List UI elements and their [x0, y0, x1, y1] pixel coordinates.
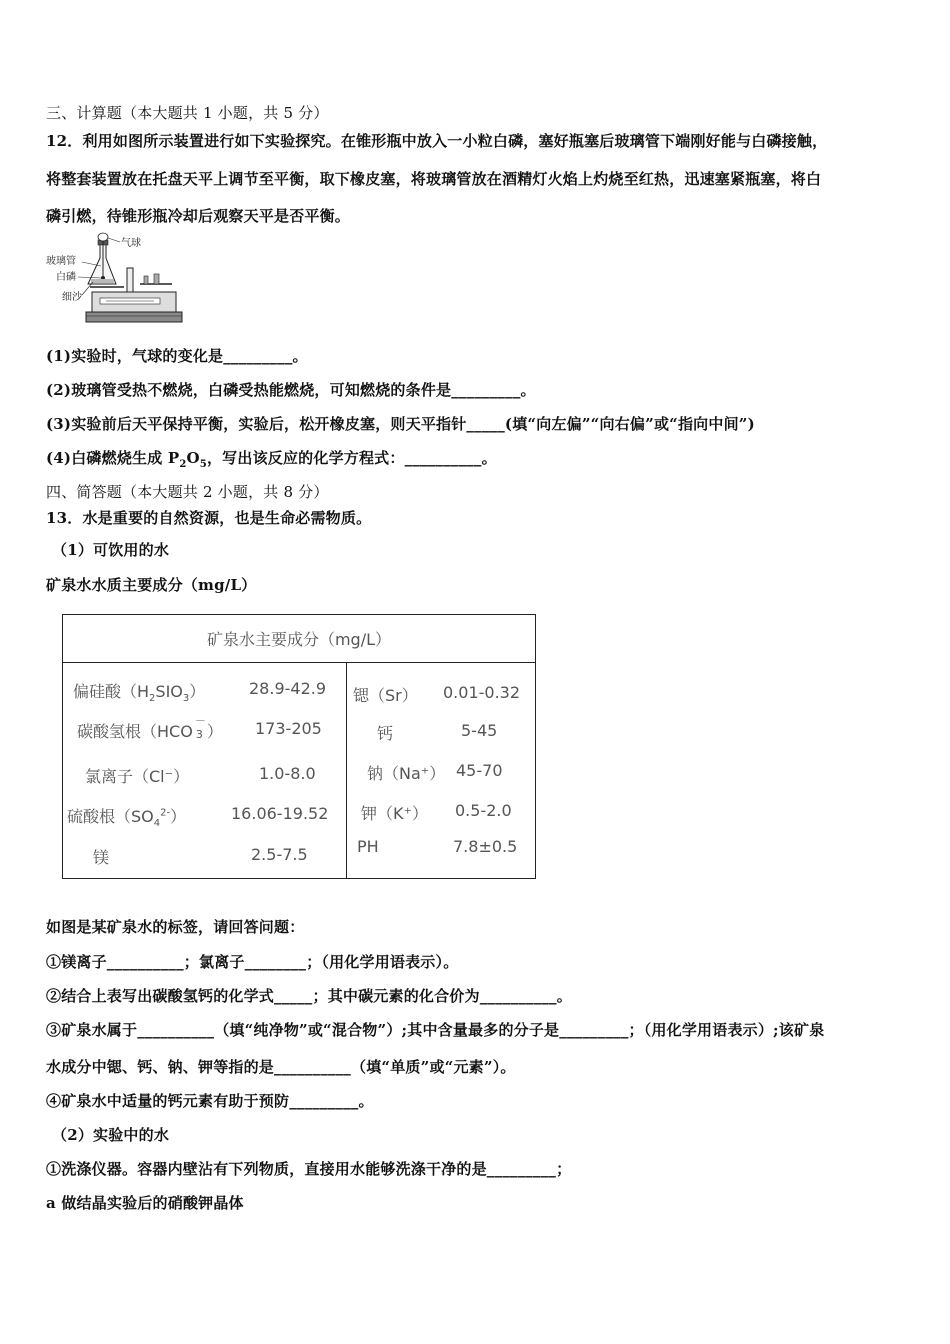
- q13-wash: ①洗涤仪器。容器内壁沾有下列物质，直接用水能够洗涤干净的是_________；: [46, 1160, 572, 1178]
- table-cell-name: 氯离子（Cl⁻）: [85, 767, 190, 786]
- q12-line1: 12．利用如图所示装置进行如下实验探究。在锥形瓶中放入一小粒白磷，塞好瓶塞后玻璃管下端刚好能与白磷接触，: [46, 132, 828, 150]
- table-cell-name: 碳酸氢根（HCO － 3 ）: [77, 714, 223, 741]
- q12-sub4: (4)白磷燃烧生成 $P_2O_5$，写出该反应的化学方程式：__________。: [46, 449, 497, 470]
- balance-base: [86, 312, 182, 322]
- table-cell-name: 钠（Na⁺）: [367, 764, 446, 783]
- table-cell-value: 28.9-42.9: [249, 679, 327, 698]
- table-cell-name: PH: [357, 837, 379, 856]
- label-white-phosphorus: 白磷: [56, 272, 76, 283]
- label-glass-tube: 玻璃管: [46, 256, 76, 267]
- table-cell-name: 硫酸根$(SO_4^{2-})$: [67, 807, 187, 830]
- label-fine-sand: 细沙: [62, 292, 82, 303]
- table-cell-name: 钙: [377, 724, 394, 743]
- q12-line3: 磷引燃，待锥形瓶冷却后观察天平是否平衡。: [46, 207, 351, 225]
- table-caption: 矿泉水主要成分（mg/L）: [206, 630, 392, 649]
- table-cell-value: 1.0-8.0: [259, 764, 316, 783]
- table-cell-value: 2.5-7.5: [251, 845, 308, 864]
- table-cell-value: 0.01-0.32: [443, 683, 521, 702]
- table-cell-name: 钾（K⁺）: [361, 804, 428, 823]
- balance-apparatus-figure: [44, 232, 184, 327]
- label-balloon: 气球: [121, 238, 141, 249]
- section3-heading: 三、计算题（本大题共 1 小题，共 5 分）: [46, 104, 329, 122]
- q13-stem: 13．水是重要的自然资源，也是生命必需物质。: [46, 509, 372, 527]
- table-cell-value: 7.8±0.5: [453, 837, 518, 856]
- q13-option-a: a 做结晶实验后的硝酸钾晶体: [46, 1194, 244, 1212]
- table-cell-value: 45-70: [456, 761, 503, 780]
- q13-item4: ④矿泉水中适量的钙元素有助于预防_________。: [46, 1092, 374, 1110]
- q13-item3b: 水成分中锶、钙、钠、钾等指的是__________（填“单质”或“元素”）。: [46, 1058, 516, 1076]
- q13-item3a: ③矿泉水属于__________（填“纯净物”或“混合物”）;其中含量最多的分子是_________；（用化学用语表示）;该矿泉: [46, 1021, 825, 1039]
- section4-heading: 四、简答题（本大题共 2 小题，共 8 分）: [46, 483, 329, 501]
- table-cell-value: 5-45: [461, 721, 498, 740]
- q12-line2: 将整套装置放在托盘天平上调节至平衡，取下橡皮塞，将玻璃管放在酒精灯火焰上灼烧至红热，迅速塞紧瓶塞，将白: [46, 170, 822, 188]
- q12-sub2: (2)玻璃管受热不燃烧，白磷受热能燃烧，可知燃烧的条件是_________。: [46, 381, 536, 399]
- table-cell-value: 0.5-2.0: [455, 801, 512, 820]
- q13-part1: （1）可饮用的水: [52, 541, 170, 559]
- table-cell-value: 16.06-19.52: [231, 804, 329, 823]
- table-cell-value: 173-205: [255, 719, 322, 738]
- table-intro: 矿泉水水质主要成分（mg/L）: [46, 576, 257, 594]
- table-cell-name: 镁: [93, 848, 110, 867]
- q13-item1: ①镁离子__________；氯离子________；（用化学用语表示）。: [46, 953, 459, 971]
- q13-part2: （2）实验中的水: [52, 1126, 170, 1144]
- q12-sub3: (3)实验前后天平保持平衡，实验后，松开橡皮塞，则天平指针_____(填“向左偏”“向右偏”或“指向中间”): [46, 415, 755, 433]
- q13-item2: ②结合上表写出碳酸氢钙的化学式_____；其中碳元素的化合价为__________。: [46, 987, 572, 1005]
- table-cell-name: 偏硅酸$(H_2SIO_3)$: [73, 682, 206, 705]
- fine-sand: [91, 279, 114, 283]
- balloon: [98, 233, 108, 241]
- label-prompt: 如图是某矿泉水的标签，请回答问题：: [46, 918, 305, 936]
- table-cell-name: 锶（Sr）: [353, 686, 418, 705]
- mineral-water-table: [62, 614, 536, 879]
- q12-sub1: (1)实验时，气球的变化是_________。: [46, 347, 308, 365]
